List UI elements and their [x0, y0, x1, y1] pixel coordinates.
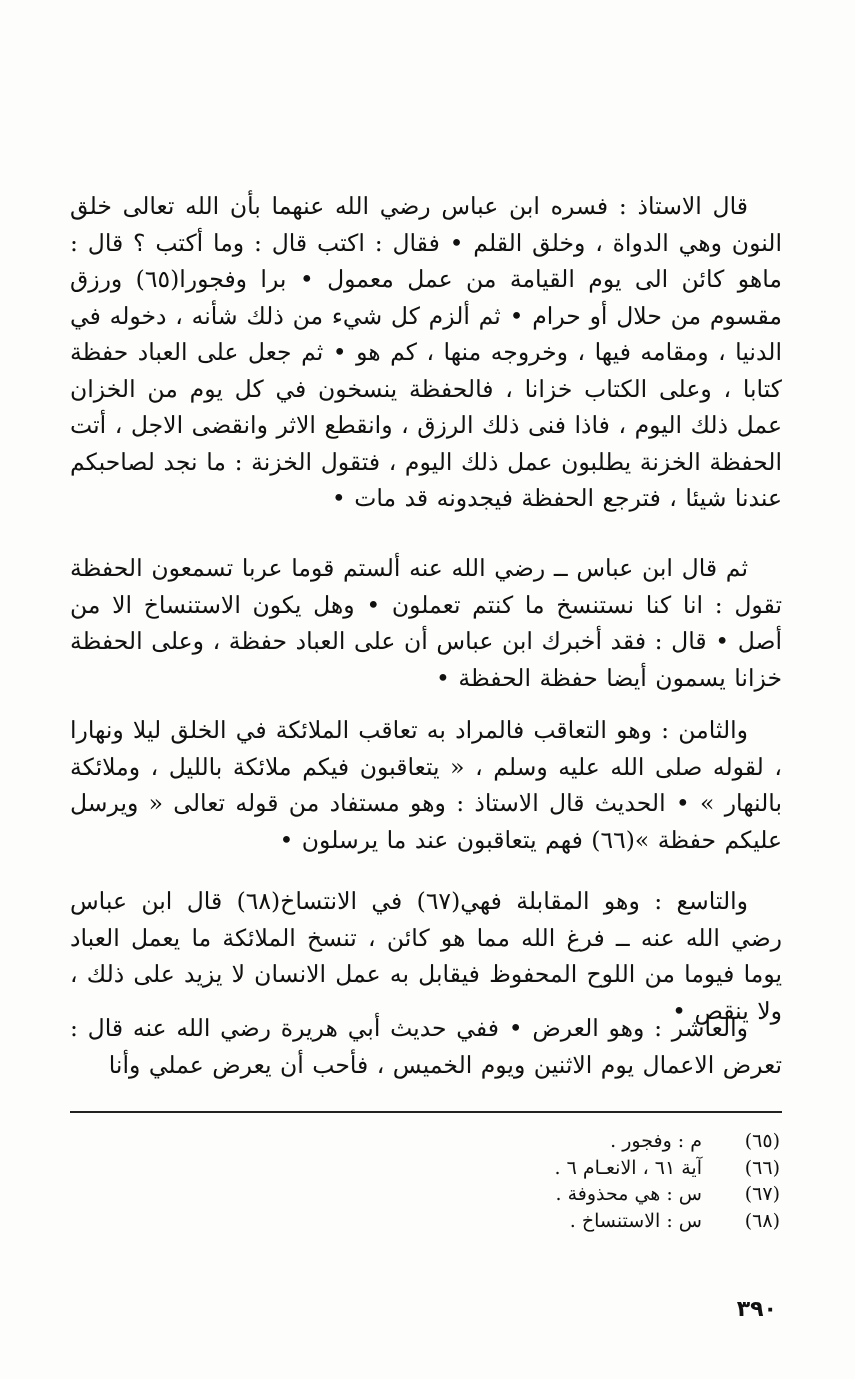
footnote-text: س : هي محذوفة .: [555, 1183, 702, 1205]
footnote-number: (٦٦): [744, 1156, 780, 1179]
footnote-number: (٦٨): [744, 1209, 780, 1232]
footnote-text: آية ٦١ ، الانعـام ٦ .: [554, 1156, 702, 1179]
page-number: ٣٩٠: [736, 1297, 777, 1322]
footnote-text: م : وفجور .: [610, 1130, 702, 1152]
paragraph-5: [70, 1010, 782, 1083]
paragraph-5-text: والعاشر : وهو العرض • ففي حديث أبي هريرة رضي الله عنه قال : تعرض الاعمال يوم الاثنين ويوم الخميس ، فأحب أن يعرض عملي وأنا: [70, 1014, 782, 1079]
footnotes: [300, 1128, 780, 1234]
paragraph-4: [70, 883, 782, 1029]
paragraph-1: [70, 188, 782, 517]
footnote-68: [300, 1208, 780, 1235]
paragraph-2: [70, 550, 782, 696]
paragraph-2-text: ثم قال ابن عباس ــ رضي الله عنه ألستم قوما عربا تسمعون الحفظة تقول : انا كنا نستنسخ ما كنتم تعملون • وهل يكون الاستنساخ الا من أصل • قال : فقد أخبرك ابن عباس أن على العباد حفظة ، وعلى الحفظة خزانا يسمون أيضا حفظة الحفظة •: [70, 554, 782, 692]
footnote-number: (٦٧): [744, 1183, 780, 1205]
footnote-65: [300, 1128, 780, 1155]
footnote-66: [300, 1155, 780, 1182]
paragraph-3-text: والثامن : وهو التعاقب فالمراد به تعاقب الملائكة في الخلق ليلا ونهارا ، لقوله صلى الله عليه وسلم ، « يتعاقبون فيكم ملائكة بالليل ، وملائكة بالنهار » • الحديث قال الاستاذ : وهو مستفاد من قوله تعالى « ويرسل عليكم حفظة »(٦٦) فهم يتعاقبون عند ما يرسلون •: [70, 716, 782, 854]
paragraph-1-text: قال الاستاذ : فسره ابن عباس رضي الله عنهما بأن الله تعالى خلق النون وهي الدواة ، وخلق القلم • فقال : اكتب قال : وما أكتب ؟ قال : ماهو كائن الى يوم القيامة من عمل معمول • برا وفجورا(٦٥) ورزق مقسوم من حلال أو حرام • ثم ألزم كل شيء من ذلك شأنه ، دخوله في الدنيا ، ومقامه فيها ، وخروجه منها ، كم هو • ثم جعل على العباد حفظة كتابا ، وعلى الكتاب خزانا ، فالحفظة ينسخون في كل يوم من الخزان عمل ذلك اليوم ، فاذا فنى ذلك الرزق ، وانقطع الاثر وانقضى الاجل ، أتت الحفظة الخزنة يطلبون عمل ذلك اليوم ، فتقول الخزنة : ما نجد لصاحبكم عندنا شيئا ، فترجع الحفظة فيجدونه قد مات •: [70, 192, 782, 512]
footnote-number: (٦٥): [744, 1130, 780, 1152]
footnote-67: [300, 1181, 780, 1208]
paragraph-3: [70, 712, 782, 858]
footnote-divider: [70, 1111, 782, 1113]
paragraph-4-text: والتاسع : وهو المقابلة فهي(٦٧) في الانتساخ(٦٨) قال ابن عباس رضي الله عنه ــ فرغ الله مما هو كائن ، تنسخ الملائكة ما يعمل العباد يوما فيوما من اللوح المحفوظ فيقابل به عمل الانسان لا يزيد على ذلك ، ولا ينقص •: [70, 887, 782, 1025]
footnote-text: س : الاستنساخ .: [569, 1209, 702, 1232]
